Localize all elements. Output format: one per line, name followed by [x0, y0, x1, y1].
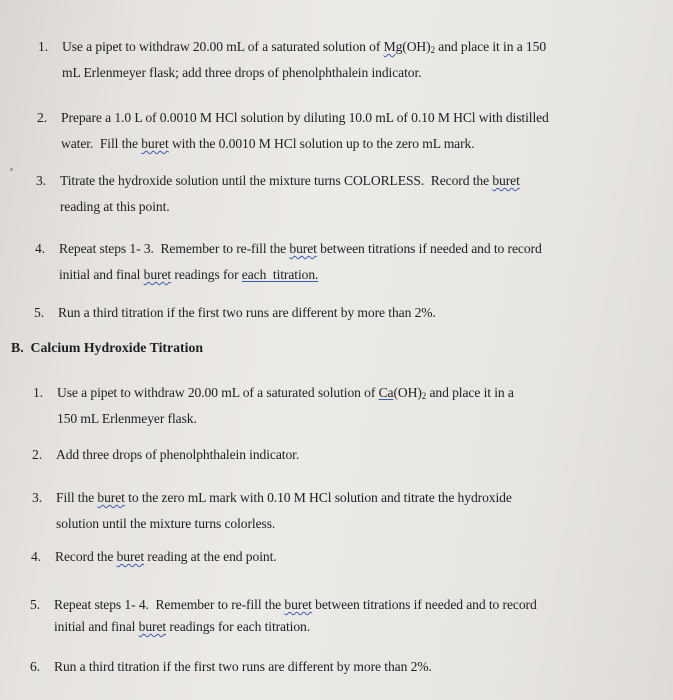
- step-number: 2.: [37, 110, 47, 125]
- step-line-1: Prepare a 1.0 L of 0.0010 M HCl solution by diluting 10.0 mL of 0.10 M HCl with distilled: [61, 110, 549, 125]
- step-a5: [34, 300, 654, 328]
- step-line-1: Repeat steps 1- 3. Remember to re-fill the buret between titrations if needed and to record: [59, 241, 542, 256]
- step-number: 6.: [30, 659, 40, 674]
- step-b6: [30, 654, 660, 682]
- step-line-1: Repeat steps 1- 4. Remember to re-fill the buret between titrations if needed and to record: [54, 597, 537, 612]
- step-line-1: Add three drops of phenolphthalein indicator.: [56, 447, 300, 462]
- step-number: 4.: [35, 241, 45, 256]
- step-line-1: Titrate the hydroxide solution until the mixture turns COLORLESS. Record the buret: [60, 173, 520, 188]
- step-line-1: Use a pipet to withdraw 20.00 mL of a saturated solution of $Mg(OH)_2$ and place it in a 150: [62, 39, 547, 55]
- step-a4: [35, 236, 655, 292]
- step-line-2: initial and final buret readings for each titration.: [59, 267, 319, 282]
- step-line-2: 150 mL Erlenmeyer flask.: [57, 411, 197, 426]
- step-number: 5.: [34, 305, 44, 320]
- step-a3: [36, 168, 656, 224]
- step-line-1: Record the buret reading at the end point.: [55, 549, 277, 564]
- step-a1: [38, 34, 638, 90]
- step-number: 2.: [32, 447, 42, 462]
- step-b2: [32, 442, 652, 470]
- step-b1: [33, 380, 653, 436]
- step-a2: [37, 105, 657, 161]
- step-number: 1.: [33, 385, 43, 400]
- step-line-2: reading at this point.: [60, 199, 170, 214]
- step-number: 3.: [32, 490, 42, 505]
- step-line-2: water. Fill the buret with the 0.0010 M HCl solution up to the zero mL mark.: [61, 136, 475, 151]
- step-number: 5.: [30, 597, 40, 612]
- step-number: 3.: [36, 173, 46, 188]
- section-b-heading: B. Calcium Hydroxide Titration: [11, 340, 204, 355]
- step-line-1: Run a third titration if the first two runs are different by more than 2%.: [58, 305, 436, 320]
- step-b3: [32, 485, 652, 541]
- step-line-2: solution until the mixture turns colorless.: [56, 516, 276, 531]
- step-line-2: initial and final buret readings for each titration.: [54, 619, 311, 634]
- page-speck: [10, 168, 13, 171]
- step-line-1: Run a third titration if the first two runs are different by more than 2%.: [54, 659, 432, 674]
- step-b4: [31, 544, 651, 572]
- step-line-1: Fill the buret to the zero mL mark with 0.10 M HCl solution and titrate the hydroxide: [56, 490, 512, 505]
- step-line-2: mL Erlenmeyer flask; add three drops of phenolphthalein indicator.: [62, 65, 422, 80]
- step-b5: [30, 592, 660, 648]
- step-number: 1.: [38, 39, 48, 54]
- step-line-1: Use a pipet to withdraw 20.00 mL of a saturated solution of $Ca(OH)_2$ and place it in a: [57, 385, 514, 401]
- step-number: 4.: [31, 549, 41, 564]
